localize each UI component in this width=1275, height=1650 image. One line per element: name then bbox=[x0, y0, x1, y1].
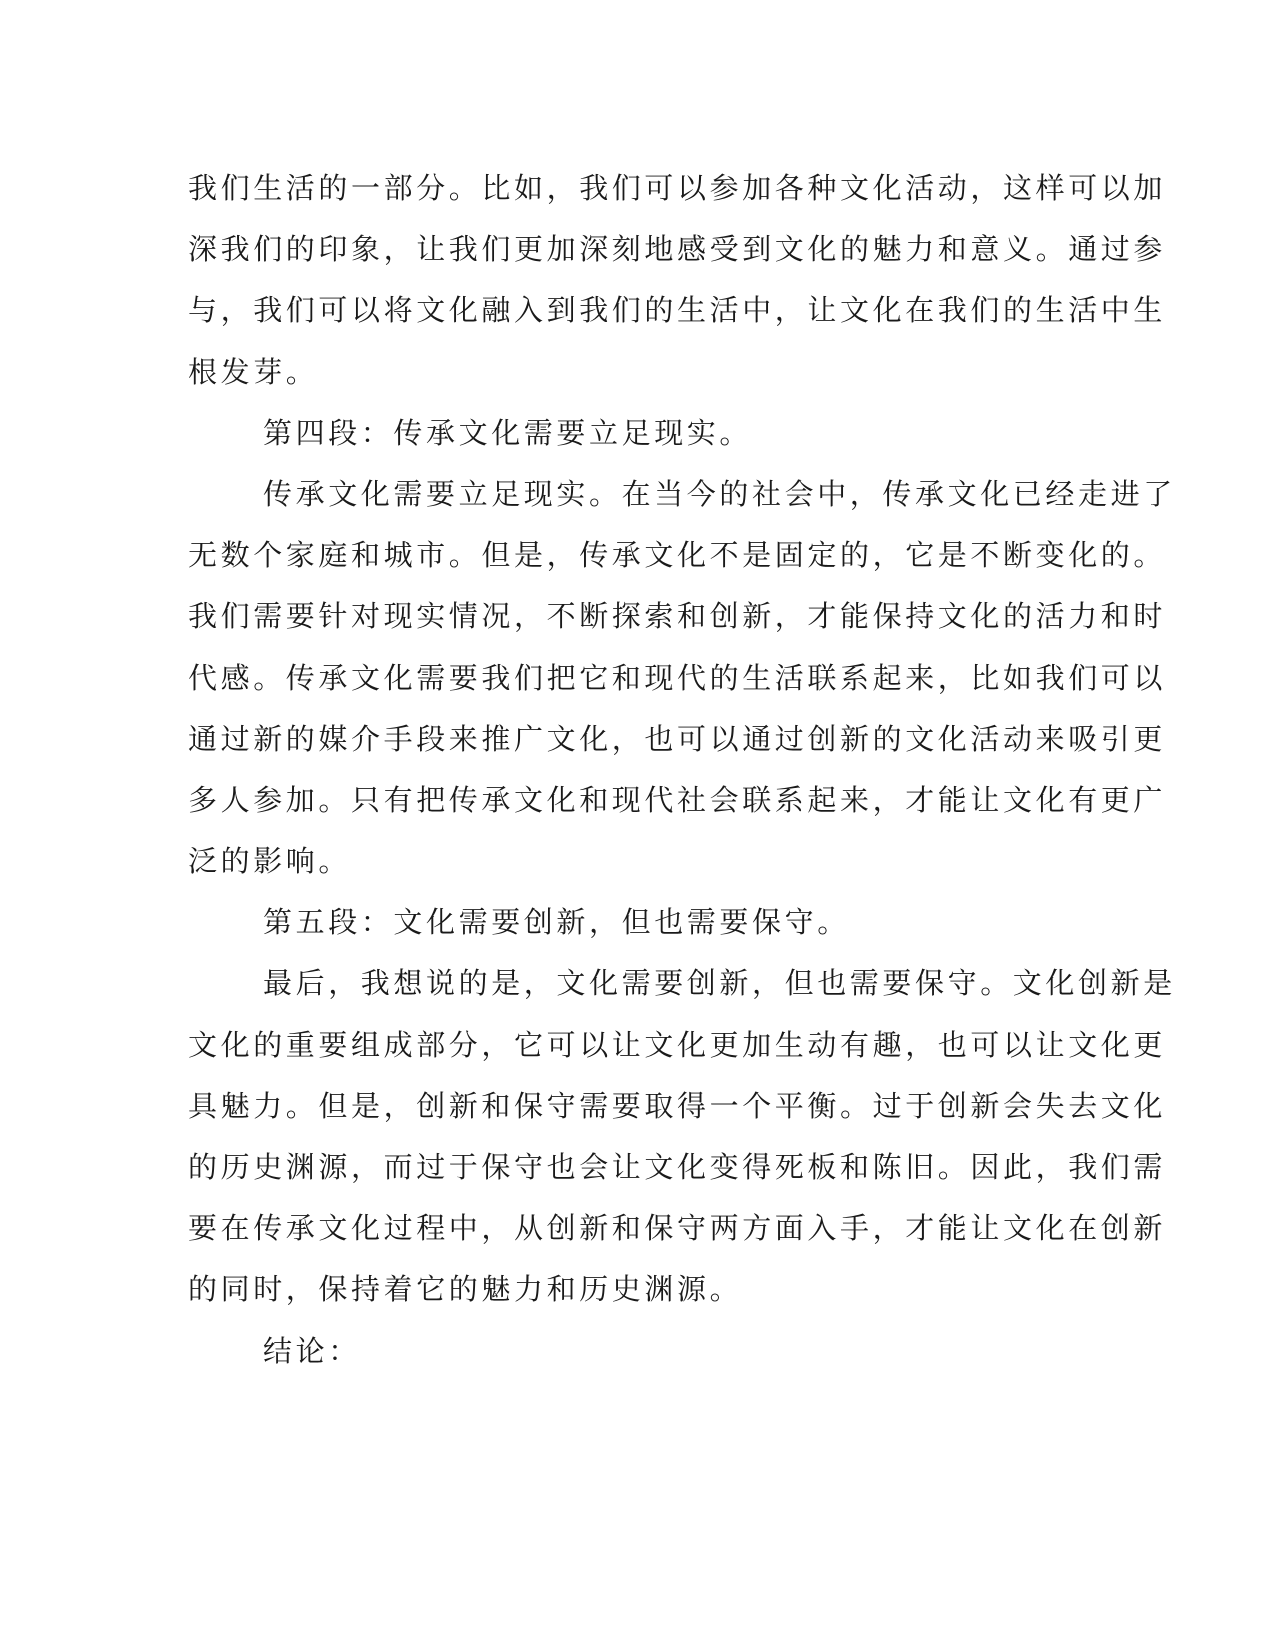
text-line: 代感。传承文化需要我们把它和现代的生活联系起来，比如我们可以 bbox=[188, 660, 1167, 695]
conclusion-heading: 结论： bbox=[263, 1333, 361, 1368]
text-line: 具魅力。但是，创新和保守需要取得一个平衡。过于创新会失去文化 bbox=[188, 1088, 1167, 1123]
text-line: 多人参加。只有把传承文化和现代社会联系起来，才能让文化有更广 bbox=[188, 782, 1167, 817]
document-body bbox=[188, 158, 1176, 1382]
text-line: 无数个家庭和城市。但是，传承文化不是固定的，它是不断变化的。 bbox=[188, 538, 1167, 573]
text-line: 我们需要针对现实情况，不断探索和创新，才能保持文化的活力和时 bbox=[188, 599, 1167, 634]
text-line: 通过新的媒介手段来推广文化，也可以通过创新的文化活动来吸引更 bbox=[188, 721, 1167, 756]
text-line: 的历史渊源，而过于保守也会让文化变得死板和陈旧。因此，我们需 bbox=[188, 1150, 1167, 1184]
text-line: 的同时，保持着它的魅力和历史渊源。 bbox=[188, 1272, 743, 1307]
text-line: 传承文化需要立足现实。在当今的社会中，传承文化已经走进了 bbox=[263, 476, 1176, 511]
text-line: 根发芽。 bbox=[188, 354, 319, 389]
text-line: 最后，我想说的是，文化需要创新，但也需要保守。文化创新是 bbox=[263, 966, 1176, 1001]
text-line: 与，我们可以将文化融入到我们的生活中，让文化在我们的生活中生 bbox=[188, 293, 1167, 328]
text-line: 要在传承文化过程中，从创新和保守两方面入手，才能让文化在创新 bbox=[188, 1211, 1167, 1246]
section-heading: 第四段：传承文化需要立足现实。 bbox=[263, 415, 753, 450]
text-line: 文化的重要组成部分，它可以让文化更加生动有趣，也可以让文化更 bbox=[188, 1027, 1167, 1062]
text-line: 泛的影响。 bbox=[188, 844, 352, 879]
text-line: 我们生活的一部分。比如，我们可以参加各种文化活动，这样可以加 bbox=[188, 171, 1167, 205]
section-heading: 第五段：文化需要创新，但也需要保守。 bbox=[263, 905, 850, 940]
text-line: 深我们的印象，让我们更加深刻地感受到文化的魅力和意义。通过参 bbox=[188, 232, 1167, 267]
